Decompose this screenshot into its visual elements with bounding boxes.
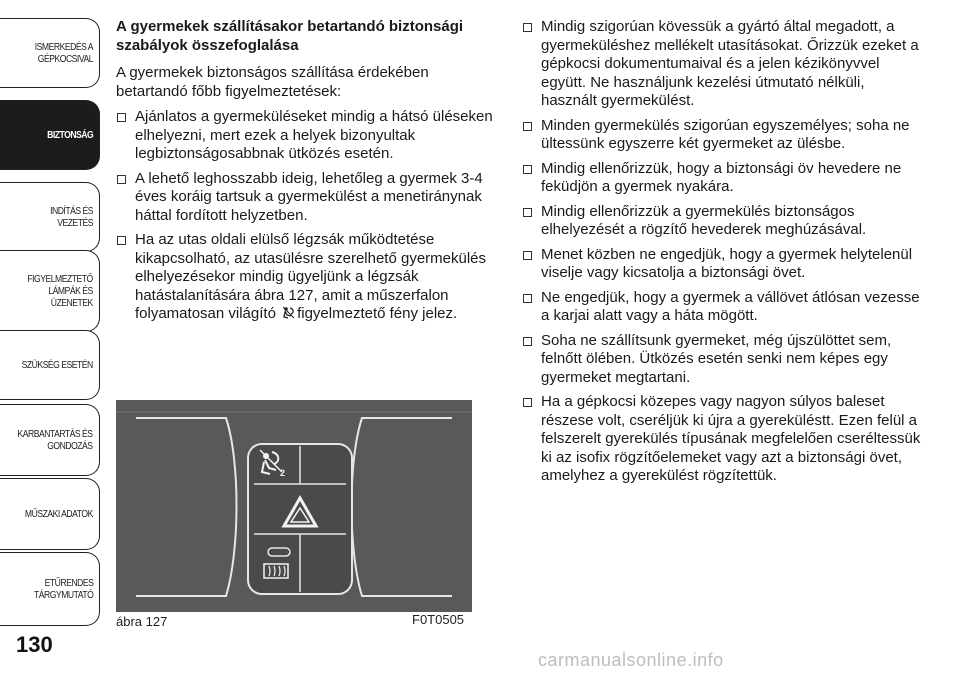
bullet-box-icon: [523, 294, 532, 303]
bullet-box-icon: [523, 165, 532, 174]
tab-ismerkedes[interactable]: ISMERKEDÉS A GÉPKOCSIVAL: [0, 18, 100, 88]
bullet-box-icon: [117, 236, 126, 245]
switch-panel-illustration: [116, 400, 472, 612]
page-number: 130: [16, 632, 53, 657]
bullet-box-icon: [523, 208, 532, 217]
intro-text: A gyermekek biztonságos szállítása érdekében betartandó főbb figyelmeztetések:: [116, 64, 429, 100]
right-bullet-list: [522, 18, 922, 486]
bullet-box-icon: [523, 122, 532, 131]
list-item: Mindig ellenőrizzük a gyermekülés biztonságos elhelyezését a rögzítő hevederek meghúzásával.: [522, 203, 922, 240]
tab-karbantartas[interactable]: KARBANTARTÁS ÉS GONDOZÁS: [0, 404, 100, 476]
bullet-box-icon: [523, 337, 532, 346]
figure-code: F0T0505: [412, 612, 465, 627]
list-item: Ha a gépkocsi közepes vagy nagyon súlyos baleset részese volt, cseréljük ki újra a gyereküléstt. Ezen felül a felszerelt gyerekülés típusának megfelelően cseréltessük ki az isofix rögzítőelemeket vagy azt a biztonsági övet, amelyhez a gyerekülést rögzítettük.: [522, 393, 922, 486]
list-item: Ajánlatos a gyermeküléseket mindig a hátsó üléseken elhelyezni, mert ezek a helyek bizonyultak legbiztonságosabbnak ütközés esetén.: [116, 108, 498, 164]
list-item: Minden gyermekülés szigorúan egyszemélyes; soha ne ültessünk egyszerre két gyermeket az ülésbe.: [522, 117, 922, 154]
tab-inditas[interactable]: INDÍTÁS ÉS VEZETÉS: [0, 182, 100, 252]
chapter-tabs: [0, 0, 102, 640]
tab-biztonsag[interactable]: BIZTONSÁG: [0, 100, 100, 170]
list-item: Ha az utas oldali elülső légzsák működtetése kikapcsolható, az utasülésre szerelhető gyermekülés elhelyezésekor mindig ügyeljünk a légzsák hatástalanítására ábra 127, amit a műszerfalon folyamatosan világító figyelmeztető fény jelez.: [116, 231, 498, 324]
bullet-box-icon: [523, 251, 532, 260]
section-heading: A gyermekek szállításakor betartandó biztonsági szabályok összefoglalása: [116, 18, 464, 54]
bullet-box-icon: [117, 113, 126, 122]
watermark: carmanualsonline.info: [538, 650, 724, 670]
bullet-box-icon: [523, 398, 532, 407]
list-item: Soha ne szállítsunk gyermeket, még újszülöttet sem, felnőtt ölében. Ütközés esetén senki nem képes egy gyermeket megtartani.: [522, 332, 922, 388]
dashboard-figure: [116, 400, 472, 612]
right-column: [522, 18, 922, 492]
tab-figyelmezteto[interactable]: FIGYELMEZTETŐ LÁMPÁK ÉS ÜZENETEK: [0, 250, 100, 332]
figure-caption: ábra 127: [116, 614, 168, 629]
left-column: [116, 18, 498, 330]
airbag-off-icon: [282, 306, 295, 320]
list-item: Ne engedjük, hogy a gyermek a vállövet átlósan vezesse a karjai alatt vagy a háta mögött.: [522, 289, 922, 326]
tab-szukseg[interactable]: SZÜKSÉG ESETÉN: [0, 330, 100, 400]
bullet-box-icon: [117, 175, 126, 184]
list-item: A lehető leghosszabb ideig, lehetőleg a gyermek 3-4 éves koráig tartsuk a gyermekülést a menetiránynak háttal fordított helyzetben.: [116, 170, 498, 226]
list-item: Menet közben ne engedjük, hogy a gyermek helytelenül viselje vagy kicsatolja a biztonsági övet.: [522, 246, 922, 283]
airbag-icon-number: 2: [280, 468, 286, 478]
tab-muszaki[interactable]: MŰSZAKI ADATOK: [0, 478, 100, 550]
tab-targymutato[interactable]: ETŰRENDES TÁRGYMUTATÓ: [0, 552, 100, 626]
bullet-box-icon: [523, 23, 532, 32]
list-item: Mindig szigorúan kövessük a gyártó által megadott, a gyermeküléshez mellékelt utasításokat. Őrizzük ezeket a gépkocsi dokumentumaival és a jelen kézikönyvvel együtt. Ne használjunk kezelési útmutató nélküli, használt gyermekülést.: [522, 18, 922, 111]
left-bullet-list: [116, 108, 498, 324]
list-item: Mindig ellenőrizzük, hogy a biztonsági öv hevedere ne feküdjön a gyermek nyakára.: [522, 160, 922, 197]
